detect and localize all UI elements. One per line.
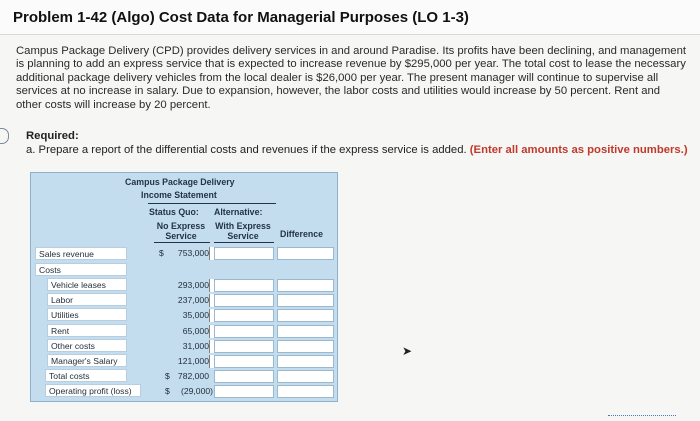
row-value-vehicle-leases: 293,000 [177,280,209,290]
col-alternative: Alternative: [214,207,263,217]
row-value-managers-salary: 121,000 [177,356,209,366]
with-express-input-operating-profit[interactable] [214,385,274,398]
company-name: Campus Package Delivery [125,177,235,187]
row-value-labor: 237,000 [177,295,209,305]
row-label-sales-revenue: Sales revenue [35,247,127,260]
with-express-input-rent[interactable] [214,325,274,338]
col-status-quo: Status Quo: [149,207,199,217]
row-value-sales-revenue: 753,000 [177,248,209,258]
part-a-instruction [26,144,688,156]
problem-title: Problem 1-42 (Algo) Cost Data for Managerial Purposes (LO 1-3) [13,9,469,26]
col-difference: Difference [280,229,324,239]
row-label-managers-salary: Manager's Salary [47,354,127,367]
row-value-rent: 65,000 [182,326,209,336]
statement-name: Income Statement [141,190,217,200]
difference-input-rent[interactable] [277,325,334,338]
row-label-total-costs: Total costs [45,369,127,382]
row-value-operating-profit: (29,000) [180,386,213,396]
mouse-cursor-icon: ➤ [402,344,413,358]
difference-input-sales-revenue[interactable] [277,247,334,260]
row-label-labor: Labor [47,293,127,306]
difference-input-operating-profit[interactable] [277,385,334,398]
row-label-rent: Rent [47,324,127,337]
withexp-underline [214,242,274,243]
part-a-text: a. Prepare a report of the differential costs and revenues if the express service is added. [26,144,467,156]
problem-paragraph: Campus Package Delivery (CPD) provides delivery services in and around Paradise. Its profits have been declining, and management is planning to add an express service that is expected to increase revenue by $295,000 per year. The total cost to lease the necessary additional package delivery vehicles from the local dealer is $26,000 per year. The present manager will continue to supervise all services at no increase in salary. Due to expansion, however, the labor costs and utilities would increase by 50 percent. Rent and other costs will increase by 20 percent. [16,45,686,111]
row-cur-total-costs: $ [165,371,170,381]
col-no-express: No Express Service [156,221,206,241]
with-express-input-managers-salary[interactable] [214,355,274,368]
row-label-other-costs: Other costs [47,339,127,352]
with-express-input-vehicle-leases[interactable] [214,279,274,292]
title-bar [0,0,700,35]
difference-input-labor[interactable] [277,294,334,307]
with-express-input-total-costs[interactable] [214,370,274,383]
dotted-focus-line [608,415,676,416]
with-express-input-sales-revenue[interactable] [214,247,274,260]
row-label-utilities: Utilities [47,308,127,321]
difference-input-managers-salary[interactable] [277,355,334,368]
required-label: Required: [26,130,79,142]
with-express-input-labor[interactable] [214,294,274,307]
difference-input-other-costs[interactable] [277,340,334,353]
with-express-input-other-costs[interactable] [214,340,274,353]
row-label-costs: Costs [35,263,127,276]
row-value-other-costs: 31,000 [182,341,209,351]
difference-input-vehicle-leases[interactable] [277,279,334,292]
col-with-express: With Express Service [215,221,271,241]
row-label-operating-profit: Operating profit (loss) [45,384,141,397]
expand-marker-icon [0,128,9,144]
part-a-note: (Enter all amounts as positive numbers.) [469,144,688,156]
row-cur-sales-revenue: $ [159,248,164,258]
row-label-vehicle-leases: Vehicle leases [47,278,127,291]
noexp-underline [154,242,210,243]
row-value-utilities: 35,000 [182,310,209,320]
header-rule [148,203,276,204]
row-value-total-costs: 782,000 [177,371,209,381]
statement-header [30,172,336,246]
with-express-input-utilities[interactable] [214,309,274,322]
difference-input-utilities[interactable] [277,309,334,322]
row-cur-operating-profit: $ [165,386,170,396]
difference-input-total-costs[interactable] [277,370,334,383]
